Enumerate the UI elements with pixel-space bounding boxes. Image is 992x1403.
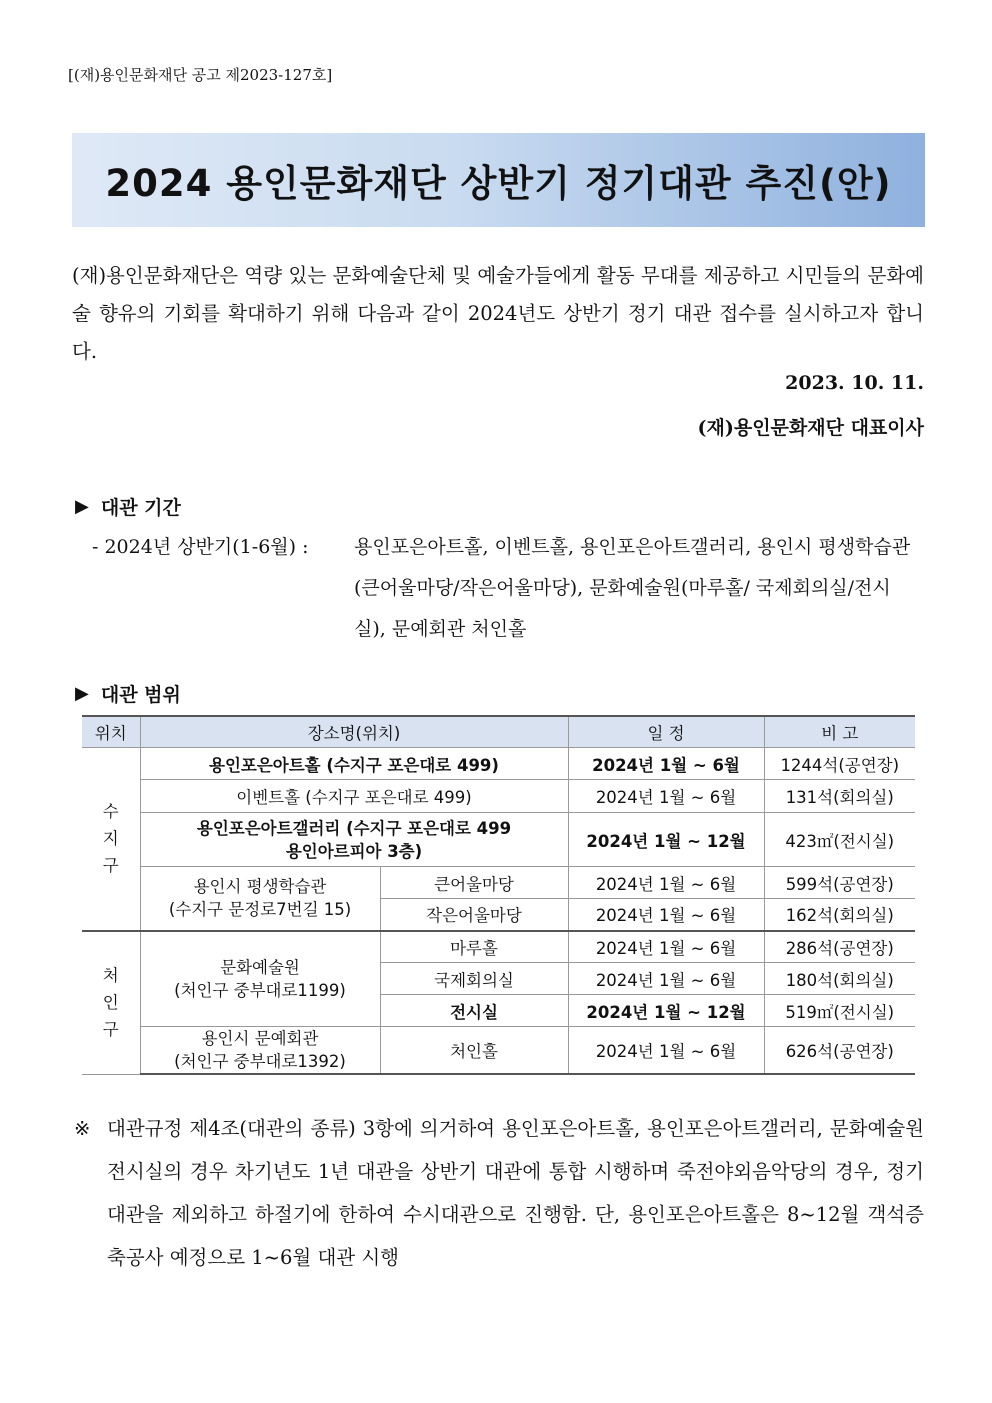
room-cell: 전시실 xyxy=(380,995,568,1027)
venue-cell: 이벤트홀 (수지구 포은대로 499) xyxy=(140,780,568,813)
document-title: 2024 용인문화재단 상반기 정기대관 추진(안) xyxy=(105,162,892,205)
region-suji: 수 지 구 xyxy=(82,748,140,931)
venue-cell: 문화예술원 (처인구 중부대로1199) xyxy=(140,931,380,1027)
notice-number: [(재)용인문화재단 공고 제2023-127호] xyxy=(68,66,333,84)
table-row xyxy=(82,931,915,963)
title-banner xyxy=(72,133,925,227)
room-cell: 처인홀 xyxy=(380,1027,568,1075)
schedule-cell: 2024년 1월 ~ 6월 xyxy=(568,748,764,780)
room-cell: 큰어울마당 xyxy=(380,867,568,899)
table-row xyxy=(82,1027,915,1075)
note-cell: 423㎡(전시실) xyxy=(764,813,915,867)
room-cell: 마루홀 xyxy=(380,931,568,963)
schedule-cell: 2024년 1월 ~ 6월 xyxy=(568,867,764,899)
room-cell: 국제회의실 xyxy=(380,963,568,995)
footnote xyxy=(74,1107,924,1279)
period-label: - 2024년 상반기(1-6월) : xyxy=(92,536,309,558)
schedule-cell: 2024년 1월 ~ 6월 xyxy=(568,931,764,963)
footnote-text: 대관규정 제4조(대관의 종류) 3항에 의거하여 용인포은아트홀, 용인포은아트갤러리, 문화예술원 전시실의 경우 차기년도 1년 대관을 상반기 대관에 통합 시행하며 죽전야외음악당의 경우, 정기대관을 제외하고 하절기에 한하여 수시대관으로 진행함. 단, 용인포은아트홀은 8~12월 객석증축공사 예정으로 1~6월 대관 시행 xyxy=(107,1117,924,1269)
triangle-bullet-icon: ▶ xyxy=(75,496,89,517)
section-heading-label: 대관 기간 xyxy=(100,497,181,519)
schedule-cell: 2024년 1월 ~ 6월 xyxy=(568,899,764,931)
venue-cell: 용인시 평생학습관 (수지구 문정로7번길 15) xyxy=(140,867,380,931)
table-row xyxy=(82,748,915,780)
room-cell: 작은어울마당 xyxy=(380,899,568,931)
note-cell: 180석(회의실) xyxy=(764,963,915,995)
table-row xyxy=(82,813,915,867)
table-header-row xyxy=(82,716,915,748)
venue-cell: 용인포은아트홀 (수지구 포은대로 499) xyxy=(140,748,568,780)
schedule-cell: 2024년 1월 ~ 12월 xyxy=(568,995,764,1027)
section-heading-period xyxy=(75,493,181,520)
note-cell: 599석(공연장) xyxy=(764,867,915,899)
note-cell: 131석(회의실) xyxy=(764,780,915,813)
section-heading-label: 대관 범위 xyxy=(100,684,181,706)
note-cell: 286석(공연장) xyxy=(764,931,915,963)
note-cell: 162석(회의실) xyxy=(764,899,915,931)
header-location: 위치 xyxy=(82,716,140,748)
note-cell: 626석(공연장) xyxy=(764,1027,915,1075)
note-cell: 519㎡(전시실) xyxy=(764,995,915,1027)
schedule-cell: 2024년 1월 ~ 6월 xyxy=(568,1027,764,1075)
venue-cell: 용인포은아트갤러리 (수지구 포은대로 499 용인아르피아 3층) xyxy=(140,813,568,867)
intro-paragraph: (재)용인문화재단은 역량 있는 문화예술단체 및 예술가들에게 활동 무대를 제공하고 시민들의 문화예술 향유의 기회를 확대하기 위해 다음과 같이 2024년도 상반기 정기 대관 접수를 실시하고자 합니다. xyxy=(72,264,924,363)
schedule-cell: 2024년 1월 ~ 6월 xyxy=(568,780,764,813)
table-row xyxy=(82,780,915,813)
region-cheoin: 처 인 구 xyxy=(82,931,140,1075)
signer: (재)용인문화재단 대표이사 xyxy=(697,417,924,439)
schedule-cell: 2024년 1월 ~ 6월 xyxy=(568,963,764,995)
announcement-date: 2023. 10. 11. xyxy=(785,372,924,394)
note-cell: 1244석(공연장) xyxy=(764,748,915,780)
period-venues: 용인포은아트홀, 이벤트홀, 용인포은아트갤러리, 용인시 평생학습관(큰어울마당/작은어울마당), 문화예술원(마루홀/ 국제회의실/전시실), 문예회관 처인홀 xyxy=(354,536,911,640)
triangle-bullet-icon: ▶ xyxy=(75,683,89,704)
header-schedule: 일 정 xyxy=(568,716,764,748)
table-row xyxy=(82,867,915,899)
header-venue: 장소명(위치) xyxy=(140,716,568,748)
schedule-cell: 2024년 1월 ~ 12월 xyxy=(568,813,764,867)
reference-mark-icon: ※ xyxy=(74,1117,91,1140)
section-heading-range xyxy=(75,680,181,707)
venue-cell: 용인시 문예회관 (처인구 중부대로1392) xyxy=(140,1027,380,1075)
header-note: 비 고 xyxy=(764,716,915,748)
rental-range-table xyxy=(82,715,915,1075)
